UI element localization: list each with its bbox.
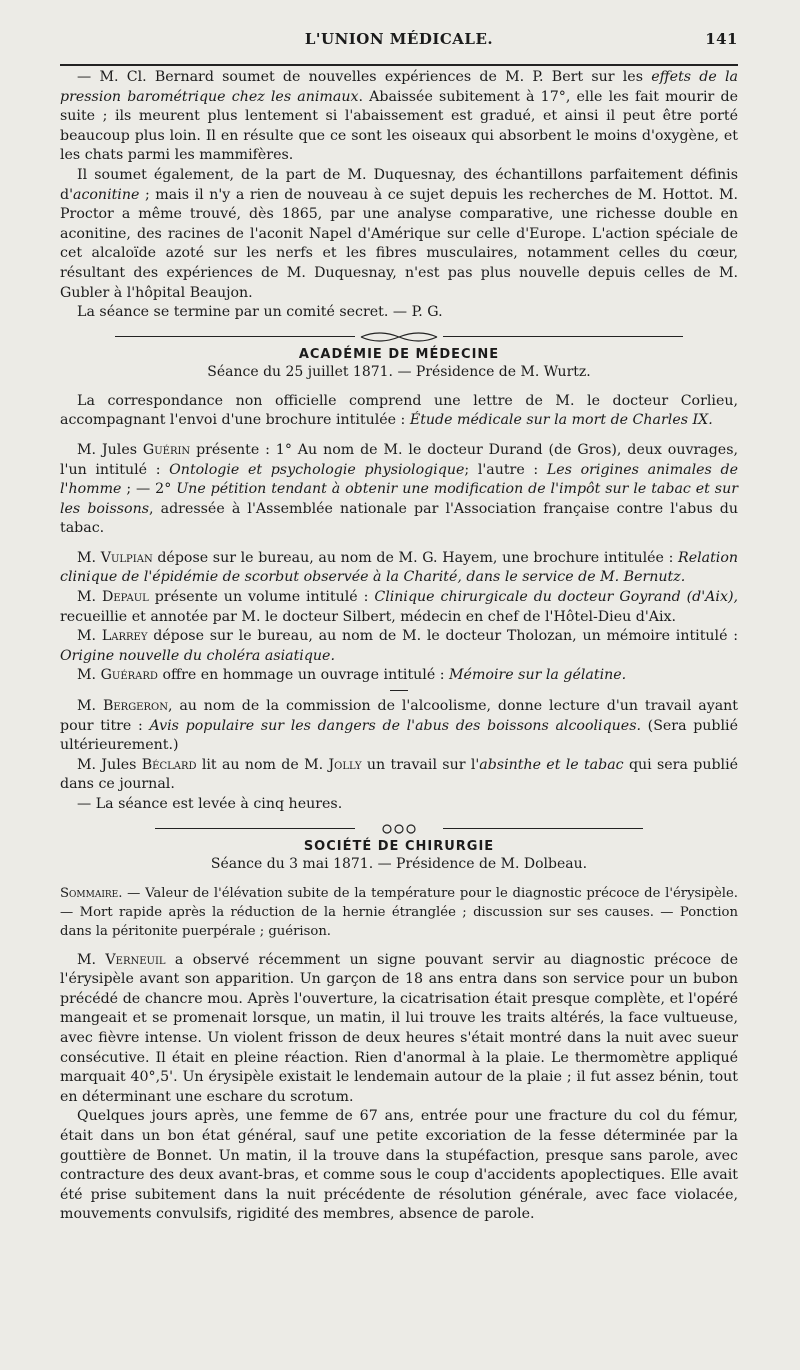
- paragraph-vulpian: M. Vulpian dépose sur le bureau, au nom de M. G. Hayem, une brochure intitulée : Relation clinique de l'épidémie de scorbut observée à la Charité, dans le service de M. Bernutz.: [60, 549, 739, 586]
- section-title-chirurgie: SOCIÉTÉ DE CHIRURGIE: [303, 838, 495, 854]
- summary-label: Sommaire.: [60, 885, 123, 901]
- ornamental-divider-2: [60, 823, 738, 835]
- paragraph-seance-fin: La séance se termine par un comité secret. — P. G.: [77, 304, 443, 321]
- header-rule: [60, 64, 738, 66]
- paragraph-guerard: M. Guérard offre en hommage un ouvrage intitulé : Mémoire sur la gélatine.: [77, 667, 627, 684]
- paragraph-depaul: M. Depaul présente un volume intitulé : Clinique chirurgicale du docteur Goyrand (d'Aix), recueillie et annotée par M. le docteur Silbert, médecin en chef de l'Hôtel-Dieu d'Aix.: [60, 589, 738, 625]
- ornamental-divider: [60, 331, 738, 343]
- running-head: [60, 30, 738, 58]
- session-line-chirurgie: Séance du 3 mai 1871. — Présidence de M. Dolbeau.: [210, 855, 588, 872]
- paragraph-larrey: M. Larrey dépose sur le bureau, au nom de M. le docteur Tholozan, un mémoire intitulé : Origine nouvelle du choléra asiatique.: [60, 628, 738, 664]
- section-title-academie: ACADÉMIE DE MÉDECINE: [298, 346, 500, 362]
- paragraph-femme-67-ans: Quelques jours après, une femme de 67 ans, entrée pour une fracture du col du fémur, était dans un bon état général, sauf une petite excoriation de la fesse déterminée par la gouttière de Bonnet. Un matin, il la trouve dans la stupéfaction, presque sans parole, avec contracture des deux avant-bras, et comme sous le coup d'accidents apoplectiques. Elle avait été prise subitement dans la nuit précédente de résolution générale, avec face violacée, mouvements convulsifs, rigidité des membres, absence de parole.: [60, 1108, 738, 1223]
- ornament-icon: [359, 331, 439, 343]
- page-number: 141: [705, 30, 738, 48]
- paragraph-verneuil: M. Verneuil a observé récemment un signe pouvant servir au diagnostic précoce de l'érysipèle avant son apparition. Un garçon de 18 ans entra dans son service pour un bubon précédé de chancre mou. Après l'ouverture, la cicatrisation était presque complète, et l'opéré mangeait et se promenait lorsque, un matin, il lui trouve les traits altérés, la face vultueuse, avec fièvre intense. Un violent frisson de deux heures s'était montré dans la nuit avec sueur consécutive. Il était en pleine réaction. Rien d'anormal à la plaie. Le thermomètre appliqué marquait 40°,5'. Un érysipèle existait le lendemain autour de la plaie ; il fut assez bénin, tout en déterminant une eschare du scrotum.: [60, 951, 739, 1105]
- paragraph-levee: — La séance est levée à cinq heures.: [77, 796, 343, 812]
- paragraph-bert: — M. Cl. Bernard soumet de nouvelles expériences de M. P. Bert sur les effets de la pression barométrique chez les animaux. Abaissée subitement à 17°, elle les fait mourir de suite ; ils meurent plus lentement si l'abaissement est gradué, et ainsi il peut être porté beaucoup plus loin. Il en résulte que ce sont les oiseaux qui absorbent le moins d'oxygène, et les chats parmi les mammifères.: [60, 69, 739, 164]
- summary: Sommaire. — Valeur de l'élévation subite de la température pour le diagnostic précoce de l'érysipèle. — Mort rapide après la réduction de la hernie étranglée ; discussion sur ses causes. — Ponction dans la péritonite puerpérale ; guérison.: [60, 885, 738, 939]
- paragraph-guerin: M. Jules Guérin présente : 1° Au nom de M. le docteur Durand (de Gros), deux ouvrages, l'un intitulé : Ontologie et psychologie physiologique; l'autre : Les origines animales de l'homme ; — 2° Une pétition tendant à obtenir une modification de l'impôt sur le tabac et sur les boissons, adressée à l'Assemblée nationale par l'Association française contre l'abus du tabac.: [60, 441, 738, 537]
- short-divider: [390, 690, 408, 691]
- session-line-academie: Séance du 25 juillet 1871. — Présidence de M. Wurtz.: [207, 363, 591, 380]
- paragraph-correspondance: La correspondance non officielle comprend une lettre de M. le docteur Corlieu, accompagnant l'envoi d'une brochure intitulée : Étude médicale sur la mort de Charles IX.: [60, 392, 738, 429]
- ornament-icon: [359, 823, 439, 835]
- paragraph-bergeron: M. Bergeron, au nom de la commission de l'alcoolisme, donne lecture d'un travail ayant pour titre : Avis populaire sur les dangers de l'abus des boissons alcooliques. (Sera publié ultérieurement.): [60, 698, 739, 754]
- paragraph-beclard: M. Jules Béclard lit au nom de M. Jolly un travail sur l'absinthe et le tabac qui sera publié dans ce journal.: [60, 756, 739, 793]
- journal-title: L'UNION MÉDICALE.: [304, 30, 494, 48]
- paragraph-aconitine: Il soumet également, de la part de M. Duquesnay, des échantillons parfaitement définis d'aconitine ; mais il n'y a rien de nouveau à ce sujet depuis les recherches de M. Hottot. M. Proctor a même trouvé, dès 1865, par une analyse comparative, une richesse double en aconitine, des racines de l'aconit Napel d'Amérique sur celle d'Europe. L'action spéciale de cet alcaloïde azoté sur les nerfs et les fibres musculaires, notamment celles du cœur, résultant des expériences de M. Duquesnay, n'est pas plus nouvelle depuis celles de M. Gubler à l'hôpital Beaujon.: [60, 166, 738, 301]
